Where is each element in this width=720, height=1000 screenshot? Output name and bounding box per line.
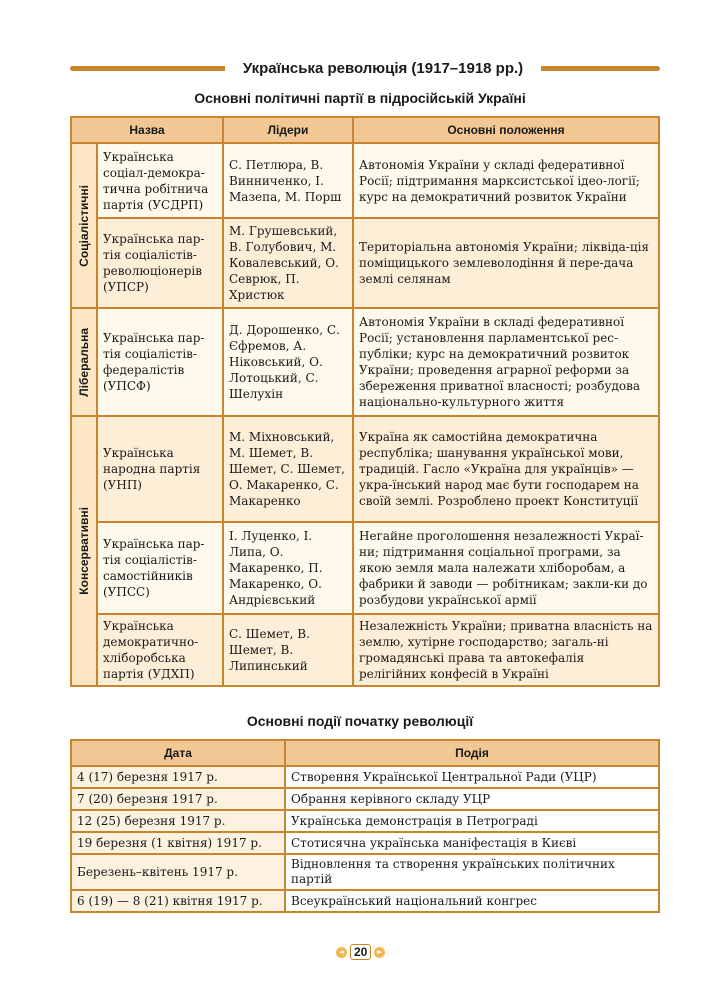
event-text: Створення Української Центральної Ради (УЦР)	[285, 766, 659, 788]
party-positions: Незалежність України; приватна власність на землю, хутірне господарство; загаль-ні громадянські права та автокефалія релігійних конфесій в Україні	[353, 614, 659, 686]
page-number-footer	[336, 944, 385, 960]
party-positions: Автономія України у складі федеративної Росії; підтримання марксистської ідео-логії; курс на демократичний розвиток України	[353, 143, 659, 218]
events-table-title: Основні події початку революції	[246, 713, 474, 729]
group-label-conservative: Консервативні	[71, 416, 97, 686]
section-header	[70, 57, 660, 81]
table-row	[71, 766, 659, 788]
prev-arrow-icon: ◄	[336, 947, 347, 958]
party-name: Українська народна партія (УНП)	[97, 416, 223, 522]
table-row	[71, 614, 659, 686]
event-date: Березень–квітень 1917 р.	[71, 854, 285, 890]
event-date: 19 березня (1 квітня) 1917 р.	[71, 832, 285, 854]
party-name: Українська пар-тія соціалістів-федералістів (УПСФ)	[97, 308, 223, 416]
col-header-positions: Основні положення	[353, 117, 659, 143]
party-leaders: С. Шемет, В. Шемет, В. Липинський	[223, 614, 353, 686]
party-leaders: Д. Дорошенко, С. Єфремов, А. Ніковський, О. Лотоцький, С. Шелухін	[223, 308, 353, 416]
page-number: 20	[350, 944, 371, 960]
table-header-row	[71, 117, 659, 143]
group-label-liberal: Ліберальна	[71, 308, 97, 416]
party-leaders: С. Петлюра, В. Винниченко, І. Мазепа, М. Порш	[223, 143, 353, 218]
col-header-leaders: Лідери	[223, 117, 353, 143]
event-date: 4 (17) березня 1917 р.	[71, 766, 285, 788]
table-row	[71, 890, 659, 912]
group-label-socialist: Соціалістичні	[71, 143, 97, 308]
party-name: Українська соціал-демокра-тична робітнича партія (УСДРП)	[97, 143, 223, 218]
table-row	[71, 218, 659, 308]
table-row	[71, 308, 659, 416]
party-leaders: М. Грушевський, В. Голубович, М. Ковалевський, О. Севрюк, П. Христюк	[223, 218, 353, 308]
event-text: Стотисячна українська маніфестація в Києві	[285, 832, 659, 854]
col-header-date: Дата	[71, 740, 285, 766]
table-row	[71, 522, 659, 614]
event-text: Обрання керівного складу УЦР	[285, 788, 659, 810]
party-leaders: М. Міхновський, М. Шемет, В. Шемет, С. Шемет, О. Макаренко, С. Макаренко	[223, 416, 353, 522]
party-name: Українська демократично-хліборобська партія (УДХП)	[97, 614, 223, 686]
event-text: Всеукраїнський національний конгрес	[285, 890, 659, 912]
event-date: 12 (25) березня 1917 р.	[71, 810, 285, 832]
table-row	[71, 143, 659, 218]
parties-table-title: Основні політичні партії в підросійській Україні	[194, 90, 526, 106]
table-row	[71, 832, 659, 854]
party-leaders: І. Луценко, І. Липа, О. Макаренко, П. Макаренко, О. Андрієвський	[223, 522, 353, 614]
party-name: Українська пар-тія соціалістів-самостійників (УПСС)	[97, 522, 223, 614]
event-date: 6 (19) — 8 (21) квітня 1917 р.	[71, 890, 285, 912]
event-date: 7 (20) березня 1917 р.	[71, 788, 285, 810]
col-header-name: Назва	[71, 117, 223, 143]
event-text: Українська демонстрація в Петрограді	[285, 810, 659, 832]
party-positions: Автономія України в складі федеративної Росії; установлення парламентської рес-публіки; курс на демократичний розвиток України; проведення аграрної реформи за збереження приватної власності; розбудова національно-культурного життя	[353, 308, 659, 416]
next-arrow-icon: ►	[374, 947, 385, 958]
event-text: Відновлення та створення українських політичних партій	[285, 854, 659, 890]
party-positions: Україна як самостійна демократична республіка; шанування української мови, традицій. Гасло «Україна для українців» — укра-їнський народ має бути господарем на своїй землі. Розроблено проект Конституції	[353, 416, 659, 522]
party-positions: Негайне проголошення незалежності Украї-ни; підтримання соціальної програми, за якою земля мала належати хліборобам, а фабрики й заводи — робітникам; закли-ки до розбудови української армії	[353, 522, 659, 614]
col-header-event: Подія	[285, 740, 659, 766]
table-row	[71, 810, 659, 832]
party-name: Українська пар-тія соціалістів-революціонерів (УПСР)	[97, 218, 223, 308]
parties-table	[70, 116, 660, 687]
table-row	[71, 788, 659, 810]
party-positions: Територіальна автономія України; ліквіда-ція поміщицького землеволодіння й пере-дача землі селянам	[353, 218, 659, 308]
table-row	[71, 416, 659, 522]
section-title: Українська революція (1917–1918 рр.)	[225, 57, 541, 81]
events-table	[70, 739, 660, 913]
table-row	[71, 854, 659, 890]
table-header-row	[71, 740, 659, 766]
